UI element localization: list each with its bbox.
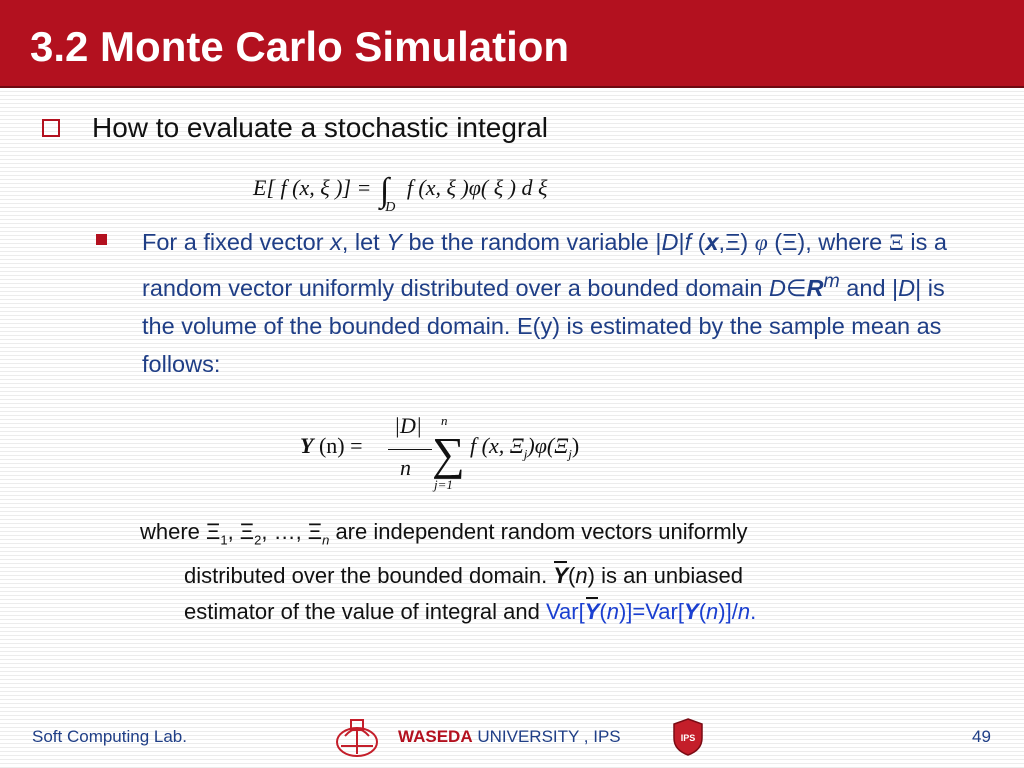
ips-shield-icon [672, 718, 704, 756]
equation-expectation [253, 166, 548, 215]
text-run: ( [568, 563, 576, 589]
sub-j: j [568, 446, 572, 462]
eq2-body: f (x, Ξ [470, 433, 524, 458]
footer-waseda: WASEDA [398, 727, 473, 746]
eq1-domain: D [385, 200, 396, 215]
var-d: D [898, 274, 916, 301]
text-run: estimator of the value of integral and [184, 599, 546, 625]
y-bar: Y [553, 563, 569, 589]
text-run: | [678, 229, 685, 255]
text-run: )]/ [718, 599, 738, 625]
variance-expression [546, 599, 756, 624]
text-run: ,Ξ) [718, 229, 755, 255]
summation-icon: ∑ [432, 428, 465, 479]
fraction-bar [388, 449, 432, 450]
text-run: distributed over the bounded domain. [184, 563, 554, 589]
var-x: x [330, 229, 342, 255]
page-number: 49 [972, 727, 991, 746]
bullet-2-paragraph [142, 223, 972, 383]
text-run: , …, Ξ [261, 519, 323, 544]
text-run: , Ξ [227, 519, 255, 544]
integral-symbol-icon: ∫ [379, 172, 390, 209]
text-run: be the random variable | [401, 229, 662, 255]
subscript: 1 [220, 532, 228, 548]
var-phi: φ [754, 230, 768, 256]
para2-line3 [140, 594, 960, 630]
text-run: is a random vector uniformly distributed over a bounded domain [142, 229, 948, 301]
eq2-close: ) [571, 433, 580, 458]
var-m: m [823, 270, 840, 292]
sum-lower: j=1 [434, 477, 453, 492]
var-xi: Ξ [888, 230, 904, 256]
paragraph-2 [140, 514, 960, 630]
waseda-seal-icon [333, 716, 381, 760]
y-bar: Y [584, 599, 600, 625]
eq1-rhs: f (x, ξ )φ( ξ ) d ξ [406, 175, 548, 200]
var-y: Y [386, 229, 402, 255]
eq2-body2: )φ(Ξ [527, 433, 569, 458]
eq2-y: Y [300, 433, 314, 458]
text-run: ) is an unbiased [587, 563, 743, 589]
footer-lab-name: Soft Computing Lab. [32, 727, 187, 746]
var-n: n [706, 599, 719, 625]
text-run: ( [691, 229, 706, 255]
var-x-bold: x [705, 229, 719, 255]
text-run: . [750, 599, 757, 625]
var-n: n [606, 599, 619, 625]
var-d: D [661, 229, 679, 255]
bullet-1-text: How to evaluate a stochastic integral [92, 112, 549, 143]
text-run: and | [839, 274, 899, 301]
eq2-numerator: |D| [394, 413, 422, 438]
solid-square-bullet-icon [96, 234, 107, 245]
text-run: For a fixed vector [142, 229, 331, 255]
var-y: Y [684, 599, 699, 625]
eq2-lhs: (n) = [318, 433, 363, 458]
footer-university-rest: UNIVERSITY , IPS [472, 727, 621, 746]
subscript: n [322, 532, 330, 548]
text-run: ( [599, 599, 607, 625]
var-d: D [769, 274, 786, 301]
text-run: (Ξ), where [767, 229, 889, 255]
text-run: , let [341, 229, 387, 255]
para2-line2 [140, 558, 960, 594]
title-bar [0, 0, 1024, 88]
var-f: f [684, 229, 692, 255]
hollow-square-bullet-icon [42, 119, 60, 137]
text-run: | is the volume of the bounded domain. E(y) is estimated by the sample mean as follows: [142, 274, 945, 377]
element-of-symbol: ∈ [786, 274, 807, 301]
text-run: ( [698, 599, 707, 625]
slide-title: 3.2 Monte Carlo Simulation [30, 23, 570, 70]
eq2-denominator: n [400, 455, 411, 480]
shield-text: IPS [680, 733, 696, 743]
eq1-lhs: E[ f (x, ξ )] = [253, 175, 372, 200]
text-run: where Ξ [140, 519, 221, 544]
sub-j: j [523, 446, 528, 462]
subscript: 2 [254, 532, 262, 548]
text-run: are independent random vectors uniformly [329, 519, 748, 544]
text-run: )]=Var[ [618, 599, 684, 625]
var-n: n [575, 563, 588, 589]
footer-university [398, 727, 621, 747]
para2-line1 [140, 519, 748, 548]
var-r: R [806, 274, 824, 301]
var-n: n [737, 599, 751, 625]
sum-upper: n [441, 413, 448, 428]
text-run: Var[ [546, 599, 585, 625]
